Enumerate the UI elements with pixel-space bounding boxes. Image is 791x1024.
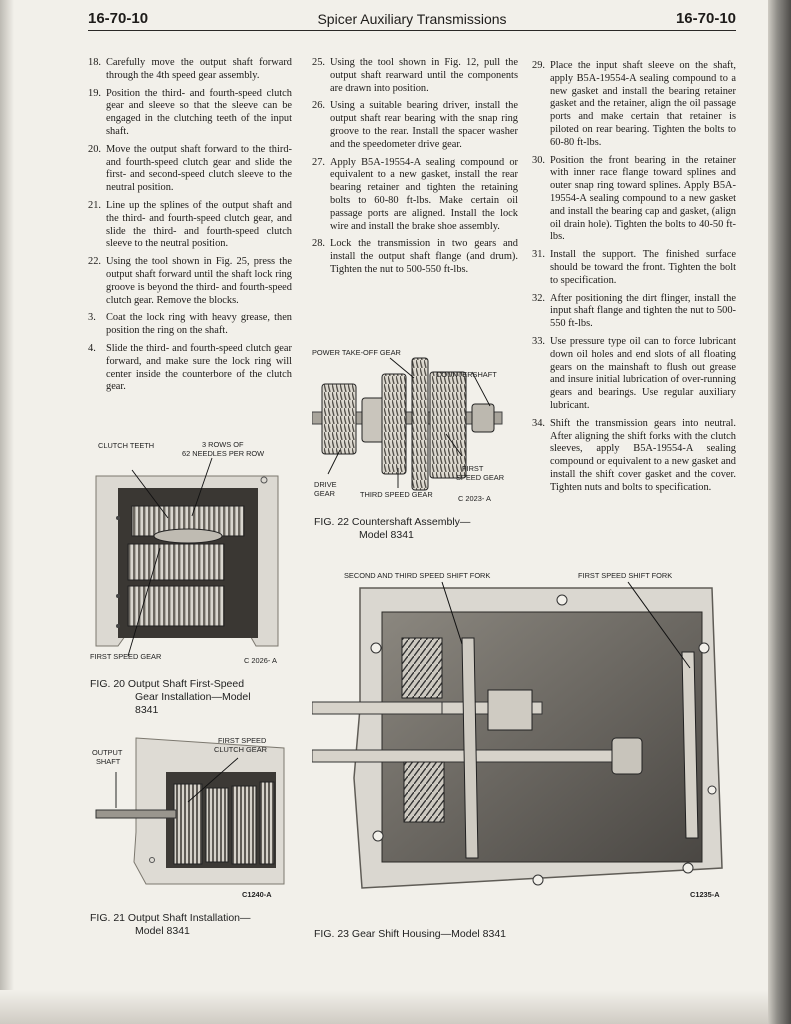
- figure-22-caption-line1: FIG. 22 Countershaft Assembly—: [314, 516, 471, 528]
- figure-23-photo: [312, 568, 742, 898]
- step-4: [88, 343, 292, 394]
- figure-20: [88, 436, 298, 716]
- label-output-line1: OUTPUT: [92, 748, 123, 757]
- figure-20-caption-line2: Gear Installation—Model: [135, 691, 251, 703]
- step-33: [532, 336, 736, 413]
- text-column-3: [532, 60, 736, 500]
- label-first-clutch-line2: CLUTCH GEAR: [214, 745, 267, 754]
- step-text: Place the input shaft sleeve on the shaft, apply B5A-19554-A sealing compound to a new gasket and install the bearing retainer gasket and the retainer, align the oil passage ports and make certain that retainer is piloted on rear bearing. Tighten the bolts to 60-80 ft-lbs.: [550, 60, 736, 148]
- step-25: [312, 57, 518, 95]
- step-number: 28.: [312, 238, 325, 250]
- label-countershaft: COUNTERSHAFT: [436, 370, 497, 379]
- step-number: 4.: [88, 342, 96, 354]
- step-text: Coat the lock ring with heavy grease, then position the ring on the shaft.: [106, 312, 292, 337]
- page-title: Spicer Auxiliary Transmissions: [317, 11, 507, 27]
- figure-21: [88, 732, 298, 947]
- label-first-speed-shift-fork: FIRST SPEED SHIFT FORK: [578, 571, 673, 580]
- page-number-right: 16-70-10: [675, 10, 736, 27]
- step-number: 27.: [312, 156, 325, 168]
- step-number: 31.: [532, 249, 545, 261]
- step-21: [88, 200, 292, 251]
- figure-21-caption-line1: FIG. 21 Output Shaft Installation—: [90, 912, 251, 924]
- figure-20-photo: [88, 436, 298, 676]
- step-20: [88, 144, 292, 195]
- label-pto-gear: POWER TAKE-OFF GEAR: [312, 348, 401, 357]
- step-number: 26.: [312, 100, 325, 112]
- book-spine: [768, 0, 791, 1024]
- page-left-shadow: [0, 0, 14, 1024]
- step-number: 21.: [88, 199, 101, 211]
- label-second-third-shift-fork: SECOND AND THIRD SPEED SHIFT FORK: [344, 571, 491, 580]
- step-19: [88, 88, 292, 139]
- step-text: Line up the splines of the output shaft and the third- and fourth-speed clutch gear, and slide the third- and fourth-speed clutch sleeve to the neutral position.: [106, 199, 292, 250]
- label-third-speed-gear: THIRD SPEED GEAR: [360, 490, 433, 499]
- figure-21-code: C1240-A: [242, 890, 272, 899]
- step-text: Position the front bearing in the retainer with inner race flange toward splines and outer snap ring toward splines. Apply B5A-19554-A sealing compound to a new gasket and install the bearing cap and gasket, (align oil drain hole). Tighten the bolts to 40-50 ft-lbs.: [550, 154, 736, 243]
- step-text: Use pressure type oil can to force lubricant down oil holes and end slots of all floating gears on the mainshaft to flush out grease and insure initial lubrication of over-running gears and bearings. Use regular auxiliary lubricant.: [550, 335, 736, 411]
- step-number: 3.: [88, 312, 96, 324]
- label-first-speed-gear: FIRST SPEED GEAR: [90, 652, 162, 661]
- text-column-2: [312, 57, 518, 282]
- label-needles-line1: 3 ROWS OF: [202, 440, 244, 449]
- step-text: Position the third- and fourth-speed clutch gear and sleeve so that the sleeve can be engaged in the clutching teeth of the input shaft.: [106, 87, 292, 137]
- label-output-line2: SHAFT: [96, 757, 121, 766]
- step-31: [532, 249, 736, 287]
- label-drive-line1: DRIVE: [314, 480, 337, 489]
- figure-21-caption-line2: Model 8341: [135, 925, 190, 937]
- step-text: Carefully move the output shaft forward through the 4th speed gear assembly.: [106, 57, 292, 81]
- step-26: [312, 100, 518, 151]
- step-text: Using the tool shown in Fig. 12, pull the output shaft rearward until the components are drawn into position.: [330, 57, 518, 94]
- step-number: 18.: [88, 57, 101, 68]
- step-text: Install the support. The finished surface should be toward the front. Tighten the bolt to specification.: [550, 249, 736, 286]
- figure-20-caption-line1: FIG. 20 Output Shaft First-Speed: [90, 678, 245, 690]
- step-number: 29.: [532, 60, 545, 71]
- label-clutch-teeth: CLUTCH TEETH: [98, 441, 155, 450]
- step-34: [532, 418, 736, 495]
- step-3: [88, 312, 292, 338]
- step-text: Slide the third- and fourth-speed clutch gear forward, and make sure the lock ring will center inside the counterbore of the clutch gear.: [106, 342, 292, 393]
- figure-23-caption: FIG. 23 Gear Shift Housing—Model 8341: [314, 928, 507, 940]
- step-text: Shift the transmission gears into neutral. After aligning the shift forks with the clutch sleeves, apply B5A-19554-A sealing compound or equivalent to a new gasket and install the shift cover gasket and the cover. Tighten nuts and bolts to specification.: [550, 417, 736, 493]
- page-bottom-shadow: [0, 990, 768, 1024]
- step-28: [312, 238, 518, 276]
- step-text: Using a suitable bearing driver, install the output shaft rear bearing with the snap ring groove to the rear. Install the spacer washer and the speedometer drive gear.: [330, 100, 518, 150]
- step-30: [532, 155, 736, 245]
- step-text: Lock the transmission in two gears and install the output shaft flange (and drum). Tighten the nut to 500-550 ft-lbs.: [330, 238, 518, 275]
- step-27: [312, 157, 518, 234]
- figure-22: [312, 344, 518, 544]
- figure-23: [312, 568, 742, 948]
- label-first-speed-line1: FIRST: [462, 464, 484, 473]
- step-text: Using the tool shown in Fig. 25, press the output shaft forward until the shaft lock ring groove is beyond the third- and fourth-speed clutch gear. Remove the blocks.: [106, 256, 292, 306]
- page-number-left: 16-70-10: [88, 10, 149, 27]
- step-32: [532, 293, 736, 331]
- figure-22-code: C 2023- A: [458, 494, 491, 503]
- step-number: 20.: [88, 143, 101, 155]
- step-number: 30.: [532, 154, 545, 166]
- figure-20-code: C 2026- A: [244, 656, 277, 665]
- figure-23-code: C1235-A: [690, 890, 720, 899]
- label-first-speed-line2: SPEED GEAR: [456, 473, 505, 482]
- step-number: 25.: [312, 57, 325, 68]
- step-22: [88, 256, 292, 307]
- step-number: 32.: [532, 292, 545, 304]
- label-first-clutch-line1: FIRST SPEED: [218, 736, 267, 745]
- step-number: 34.: [532, 417, 545, 429]
- step-text: Move the output shaft forward to the third- and fourth-speed clutch gear and slide the first- and second-speed clutch sleeve to the neutral position.: [106, 143, 292, 194]
- label-needles-line2: 62 NEEDLES PER ROW: [182, 449, 265, 458]
- step-text: After positioning the dirt flinger, install the input shaft flange and tighten the nut to 500-550 ft-lbs.: [550, 292, 736, 330]
- step-29: [532, 60, 736, 150]
- page-header: [88, 8, 736, 31]
- text-column-1: [88, 57, 292, 399]
- step-18: [88, 57, 292, 83]
- figure-22-caption-line2: Model 8341: [359, 529, 414, 541]
- step-number: 19.: [88, 87, 101, 99]
- step-text: Apply B5A-19554-A sealing compound or equivalent to a new gasket, install the rear bearing retainer and tighten the retaining bolts to 60-80 ft-lbs. Make certain oil passage ports are aligned. Install the lock wire and install the brake shoe assembly.: [330, 156, 518, 232]
- step-number: 22.: [88, 256, 101, 268]
- figure-20-caption-line3: 8341: [135, 704, 159, 716]
- step-number: 33.: [532, 335, 545, 347]
- label-drive-line2: GEAR: [314, 489, 335, 498]
